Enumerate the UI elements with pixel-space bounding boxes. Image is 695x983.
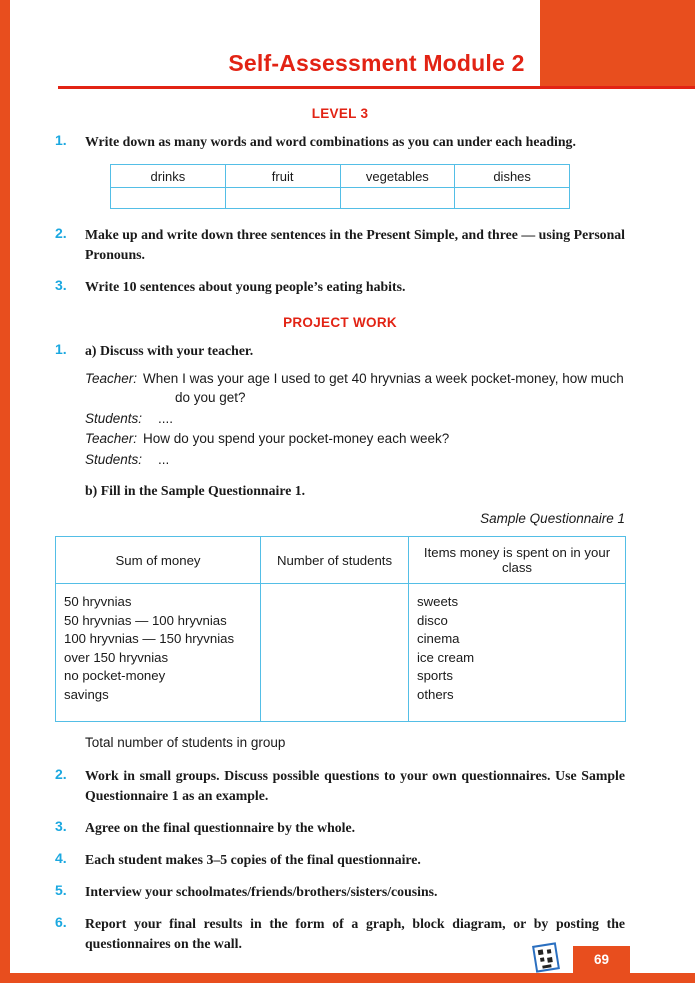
level3-item-2: [55, 225, 625, 265]
words-table-header-row: [111, 165, 570, 188]
empty-cell: [340, 188, 455, 209]
level3-heading: LEVEL 3: [311, 106, 369, 121]
item-number: 2.: [55, 225, 67, 241]
questionnaire-table: [55, 536, 626, 722]
item-text: Write down as many words and word combinations as you can under each heading.: [85, 134, 576, 149]
spend-row: ice cream: [417, 649, 475, 665]
item-number: 2.: [55, 766, 67, 783]
words-header-drinks: drinks: [111, 165, 226, 188]
sum-row: 100 hryvnias — 150 hryvnias: [64, 631, 235, 647]
total-students-label: Total number of students in group: [85, 735, 286, 751]
page-number: 69: [593, 952, 610, 967]
dialog-speaker: Teacher:: [85, 431, 138, 447]
sum-row: no pocket-money: [64, 668, 166, 684]
left-border-decoration: [0, 0, 10, 983]
title-underline: [58, 86, 695, 89]
spend-row: sweets: [417, 594, 459, 610]
item-text: Interview your schoolmates/friends/brothers/sisters/cousins.: [85, 884, 438, 900]
item-text: a) Discuss with your teacher.: [85, 343, 254, 358]
dialog-line: [85, 450, 625, 469]
item-number: 4.: [55, 850, 67, 867]
project-item-2: [55, 766, 625, 806]
project-item-1: [55, 341, 625, 361]
number-of-students-cell: [261, 584, 409, 722]
item-number: 3.: [55, 818, 67, 835]
empty-cell: [455, 188, 570, 209]
questionnaire-header-row: [56, 537, 626, 584]
project-item-1b: b) Fill in the Sample Questionnaire 1.: [85, 483, 306, 499]
words-table-empty-row: [111, 188, 570, 209]
dialog-text: ....: [158, 410, 174, 426]
item-number: 1.: [55, 341, 67, 357]
qr-dot: [538, 949, 544, 955]
project-item-5: [55, 882, 625, 902]
level3-item-3: [55, 277, 625, 297]
spend-row: cinema: [417, 631, 460, 647]
qr-dot: [542, 964, 551, 968]
page-header: [0, 0, 695, 92]
header-sum-of-money: Sum of money: [56, 537, 261, 584]
questionnaire-body-row: [56, 584, 626, 722]
item-text: Report your final results in the form of a graph, block diagram, or by posting the questionnaires on the wall.: [85, 916, 625, 952]
dialog-line: [85, 429, 625, 448]
empty-cell: [225, 188, 340, 209]
item-text: Make up and write down three sentences in the Present Simple, and three — using Personal Pronouns.: [85, 227, 625, 262]
items-spent-cell: [409, 584, 626, 722]
empty-cell: [111, 188, 226, 209]
spend-row: disco: [417, 612, 448, 628]
sum-row: savings: [64, 686, 109, 702]
dialog-speaker: Teacher:: [85, 371, 138, 386]
dialog-speaker: Students:: [85, 410, 143, 426]
words-table: [110, 164, 570, 209]
sum-of-money-cell: [56, 584, 261, 722]
page-number-badge: [573, 946, 630, 973]
spend-row: sports: [417, 668, 453, 684]
item-text: Agree on the final questionnaire by the whole.: [85, 820, 356, 836]
words-header-fruit: fruit: [225, 165, 340, 188]
item-number: 3.: [55, 277, 67, 293]
project-work-heading: PROJECT WORK: [283, 315, 397, 330]
dialog-speaker: Students:: [85, 451, 143, 467]
item-text: Each student makes 3–5 copies of the final questionnaire.: [85, 852, 421, 868]
level3-item-1: [55, 132, 625, 152]
project-item-4: [55, 850, 625, 870]
dialog-text: How do you spend your pocket-money each week?: [143, 431, 450, 447]
qr-dot: [547, 949, 552, 954]
sum-row: over 150 hryvnias: [64, 649, 169, 665]
sum-row: 50 hryvnias: [64, 594, 132, 610]
teacher-dialog: [85, 369, 625, 469]
dialog-line: [85, 369, 625, 408]
page-title: Self-Assessment Module 2: [228, 50, 525, 76]
item-number: 1.: [55, 132, 67, 148]
item-text: Work in small groups. Discuss possible questions to your own questionnaires. Use Sample Questionnaire 1 as an example.: [85, 768, 625, 804]
words-header-dishes: dishes: [455, 165, 570, 188]
qr-dot: [540, 957, 545, 962]
bottom-border-decoration: [0, 973, 695, 983]
project-item-3: [55, 818, 625, 838]
header-items-spent: Items money is spent on in your class: [409, 537, 626, 584]
dialog-line: [85, 409, 625, 428]
qr-dot: [547, 957, 553, 963]
item-number: 6.: [55, 914, 67, 931]
sum-row: 50 hryvnias — 100 hryvnias: [64, 612, 227, 628]
words-header-vegetables: vegetables: [340, 165, 455, 188]
dialog-text: When I was your age I used to get 40 hryvnias a week pocket-money, how much do you get?: [143, 371, 624, 406]
header-number-of-students: Number of students: [261, 537, 409, 584]
qr-code-icon: [532, 942, 560, 972]
questionnaire-caption: Sample Questionnaire 1: [480, 511, 625, 527]
page-content: [55, 106, 625, 954]
item-text: Write 10 sentences about young people’s eating habits.: [85, 279, 406, 294]
item-number: 5.: [55, 882, 67, 899]
dialog-text: ...: [158, 451, 170, 467]
spend-row: others: [417, 686, 454, 702]
